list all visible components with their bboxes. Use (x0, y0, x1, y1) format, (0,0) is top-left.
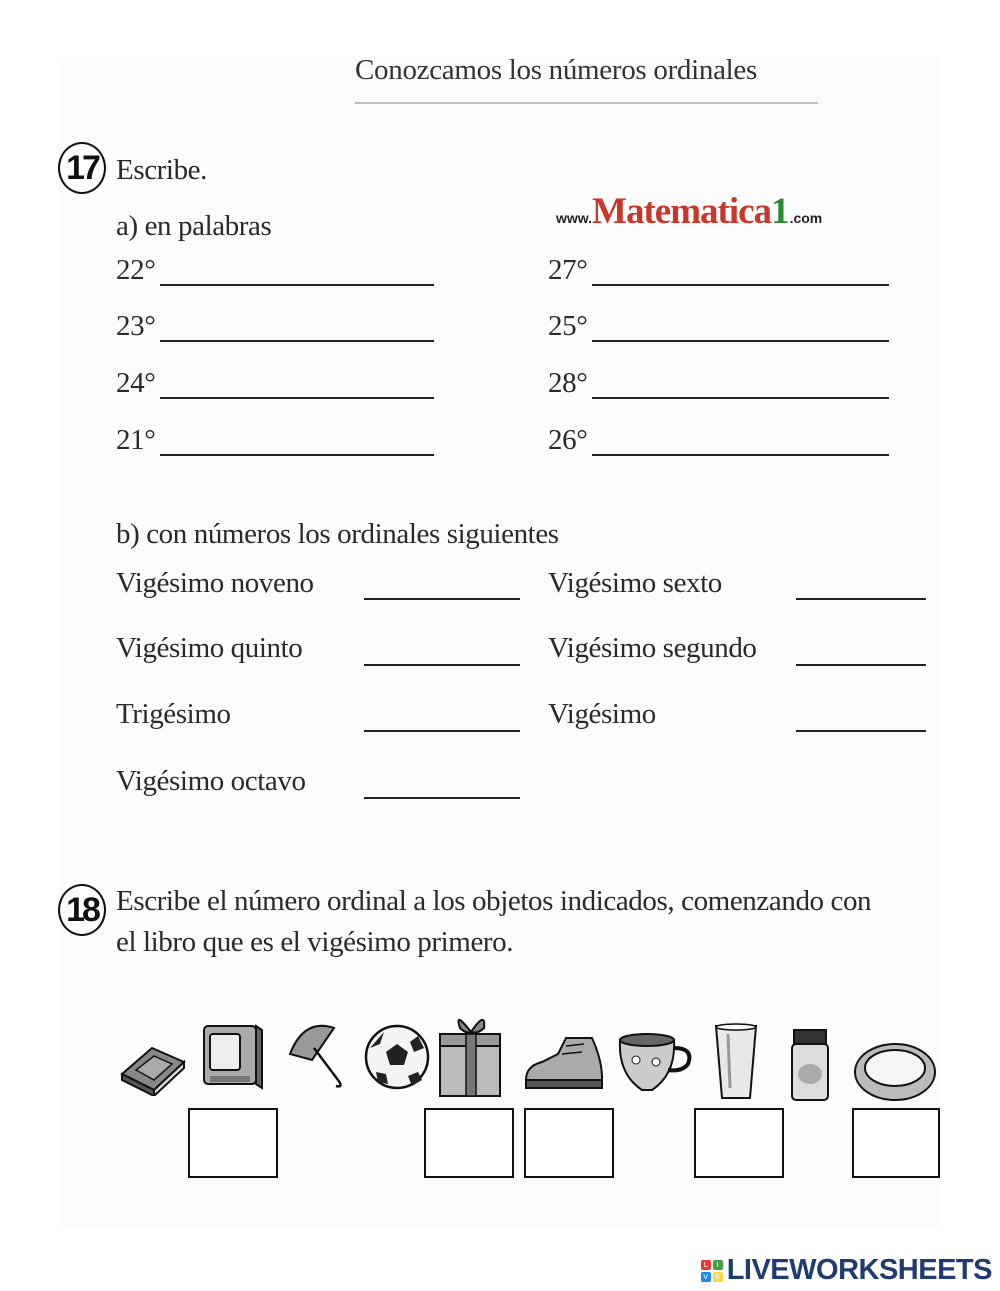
book-icon (118, 1026, 188, 1096)
liveworksheets-brand (701, 1254, 992, 1287)
answer-line[interactable] (364, 664, 520, 666)
ordinal-label: 28° (548, 367, 588, 399)
answer-box[interactable] (188, 1108, 278, 1178)
jar-icon (788, 1026, 832, 1104)
ordinal-label: 22° (116, 254, 156, 286)
computer-icon (200, 1022, 266, 1092)
matematica1-logo: www.Matematica1.com (556, 191, 823, 232)
brand-text: LIVEWORKSHEETS (726, 1254, 992, 1286)
answer-line[interactable] (364, 730, 520, 732)
ordinal-word: Trigésimo (116, 698, 231, 730)
ordinal-label: 23° (116, 310, 156, 342)
liveworksheets-logo-icon: L I V E (701, 1260, 723, 1282)
exercise-18-instruction-line2: el libro que es el vigésimo primero. (116, 926, 514, 958)
exercise-17-number: 17 (58, 142, 106, 194)
answer-line[interactable] (796, 664, 926, 666)
shoe-icon (522, 1030, 606, 1094)
answer-box[interactable] (694, 1108, 784, 1178)
answer-line[interactable] (592, 340, 889, 342)
ordinal-label: 26° (548, 424, 588, 456)
ordinal-label: 27° (548, 254, 588, 286)
ordinal-word: Vigésimo noveno (116, 567, 314, 599)
answer-line[interactable] (160, 284, 434, 286)
exercise-18-instruction-line1: Escribe el número ordinal a los objetos indicados, comenzando con (116, 885, 872, 917)
answer-line[interactable] (592, 454, 889, 456)
soccer-ball-icon (362, 1022, 432, 1092)
answer-box[interactable] (424, 1108, 514, 1178)
exercise-17-instruction: Escribe. (116, 154, 208, 186)
answer-line[interactable] (592, 284, 889, 286)
umbrella-icon (284, 1018, 348, 1090)
ordinal-word: Vigésimo sexto (548, 567, 722, 599)
answer-line[interactable] (364, 797, 520, 799)
ordinal-label: 21° (116, 424, 156, 456)
answer-line[interactable] (592, 397, 889, 399)
glass-icon (712, 1022, 760, 1102)
answer-line[interactable] (160, 340, 434, 342)
answer-line[interactable] (796, 598, 926, 600)
answer-box[interactable] (852, 1108, 940, 1178)
answer-line[interactable] (160, 454, 434, 456)
answer-line[interactable] (364, 598, 520, 600)
ordinal-label: 24° (116, 367, 156, 399)
part-b-label: b) con números los ordinales siguientes (116, 518, 559, 550)
cup-icon (614, 1028, 698, 1098)
ordinal-word: Vigésimo segundo (548, 632, 757, 664)
part-a-label: a) en palabras (116, 210, 272, 242)
page-title: Conozcamos los números ordinales (355, 54, 757, 86)
ordinal-word: Vigésimo (548, 698, 656, 730)
title-underline (355, 102, 818, 104)
answer-line[interactable] (796, 730, 926, 732)
ordinal-label: 25° (548, 310, 588, 342)
answer-box[interactable] (524, 1108, 614, 1178)
ordinal-word: Vigésimo octavo (116, 765, 306, 797)
ordinal-word: Vigésimo quinto (116, 632, 303, 664)
gift-box-icon (436, 1008, 506, 1100)
plate-icon (852, 1040, 938, 1104)
exercise-18-number: 18 (58, 884, 106, 936)
answer-line[interactable] (160, 397, 434, 399)
